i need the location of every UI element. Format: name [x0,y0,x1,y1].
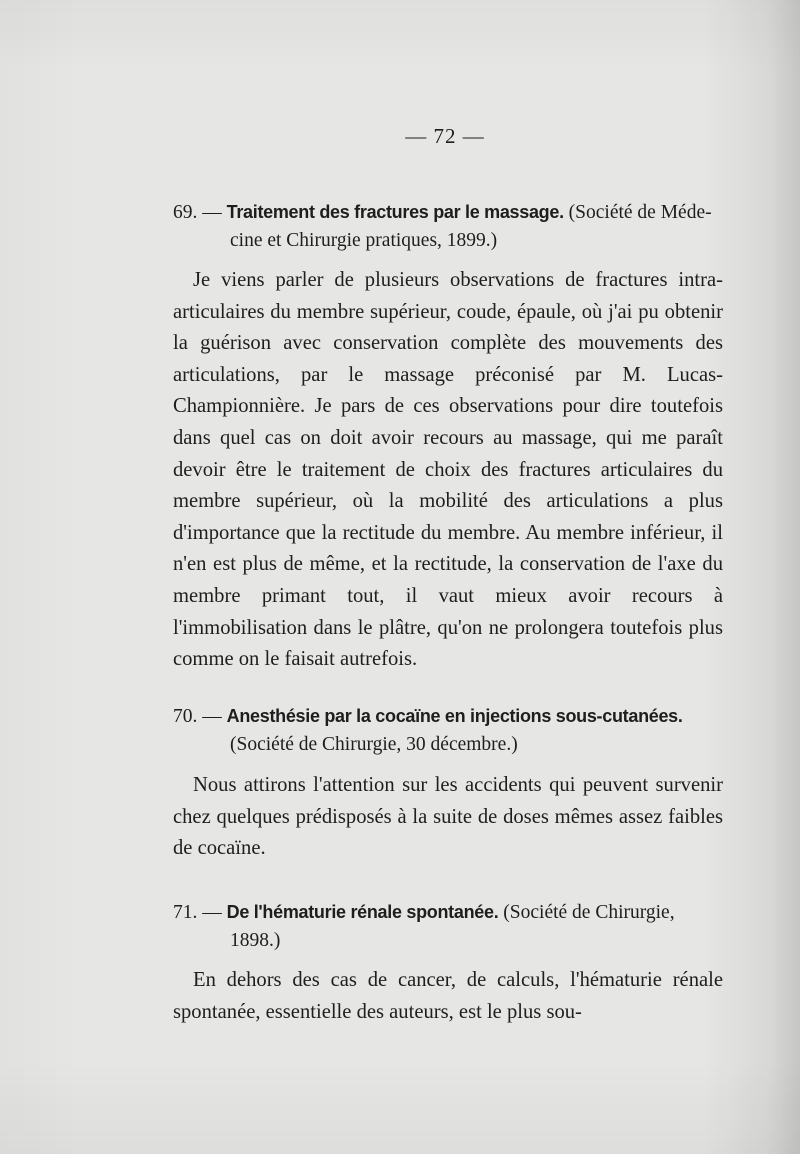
entry-69-paragraph [173,265,723,676]
entry-69-heading [173,198,725,255]
entry-70-title: Anesthésie par la cocaïne en injections sous-cutanées. [226,706,683,726]
entry-70-paragraph-text: Nous attirons l'attention sur les accidents qui peuvent survenir chez quelques prédisposés à la suite de doses mêmes assez faibles de cocaïne. [173,774,723,860]
entry-69-source-b: cine et Chirurgie pratiques, 1899.) [230,230,498,251]
entry-69-title: Traitement des fractures par le massage. [226,202,564,222]
entry-71-source-a: (Société de Chirurgie, [503,902,675,923]
entry-71-title: De l'hématurie rénale spontanée. [226,902,499,922]
page-number: — 72 — [405,124,485,148]
entry-69-number: 69. — [173,202,222,223]
entry-71-source-b: 1898.) [230,930,281,951]
entry-71-paragraph [173,965,723,1028]
entry-70-paragraph [173,770,723,865]
entry-69-source-a: (Société de Méde- [568,202,712,223]
entry-69-paragraph-text: Je viens parler de plusieurs observations de fractures intra-articulaires du membre supérieur, coude, épaule, où j'ai pu obtenir la guérison avec conservation complète des mouvements des articulations, par le massage préconisé par M. Lucas-Championnière. Je pars de ces observations pour dire toutefois dans quel cas on doit avoir recours au massage, qui me paraît devoir être le traitement de choix des fractures articulaires du membre supérieur, où la mobilité des articulations a plus d'importance que la rectitude du membre. Au membre inférieur, il n'en est plus de même, et la rectitude, la conservation de l'axe du membre primant tout, il vaut mieux avoir recours à l'immobilisation dans le plâtre, qu'on ne prolongera toutefois plus comme on le faisait autrefois. [173,269,723,671]
entry-71-paragraph-text: En dehors des cas de cancer, de calculs, l'hématurie rénale spontanée, essentielle des auteurs, est le plus sou- [173,969,723,1023]
entry-70-source-b: (Société de Chirurgie, 30 décembre.) [230,734,518,755]
entry-71-heading [173,898,725,955]
entry-70-heading [173,702,725,759]
entry-71-number: 71. — [173,902,222,923]
entry-70-number: 70. — [173,706,222,727]
